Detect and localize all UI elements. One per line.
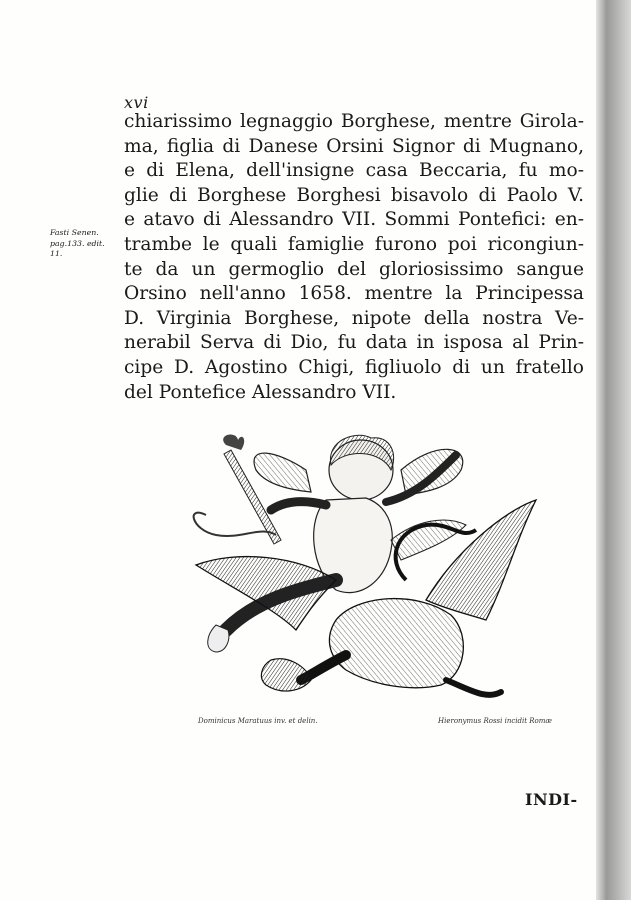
engraving-caption-right: Hieronymus Rossi incidit Romæ [438,717,552,725]
text-line: te da un germoglio del gloriosissimo sangue [124,258,584,280]
text-line: cipe D. Agostino Chigi, figliuolo di un fratello [124,356,584,378]
text-line: glie di Borghese Borghesi bisavolo di Paolo V. [124,184,584,206]
page-number: xvi [124,93,149,112]
cherub-left-arm [271,502,326,510]
text-line: D. Virginia Borghese, nipote della nostra Ve- [124,307,584,329]
text-line: nerabil Serva di Dio, fu data in isposa al Prin- [124,332,584,354]
dragon-right-wing [426,500,536,620]
margin-note-line: pag.133. edit. [50,238,105,248]
text-line: trambe le quali famiglie furono poi ricongiun- [124,233,584,255]
cherub-left-wing [254,453,311,492]
text-line: del Pontefice Alessandro VII. [124,381,397,403]
dragon-body [329,599,463,688]
dragon-head [261,659,311,691]
margin-note-line: 11. [50,249,63,258]
engraving-cherub-dragon [186,430,566,735]
engraving-caption-left: Dominicus Maratuus inv. et delin. [198,717,318,725]
dragon-left-wing [196,557,336,630]
margin-note-line: Fasti Senen. [50,228,99,237]
text-line: Orsino nell'anno 1658. mentre la Principessa [124,283,584,305]
margin-note [50,228,126,260]
text-line: chiarissimo legnaggio Borghese, mentre Girola- [124,111,584,132]
body-paragraph [124,110,584,405]
text-line: e atavo di Alessandro VII. Sommi Pontefici: en- [124,209,584,231]
torch-flame [223,435,244,450]
catchword: INDI- [525,790,578,809]
book-spine-shadow [596,0,631,900]
dragon-tail [446,680,501,695]
text-line: ma, figlia di Danese Orsini Signor di Mugnano, [124,135,584,157]
cherub-foot [208,625,229,652]
text-line: e di Elena, dell'insigne casa Beccaria, fu mo- [124,160,584,182]
